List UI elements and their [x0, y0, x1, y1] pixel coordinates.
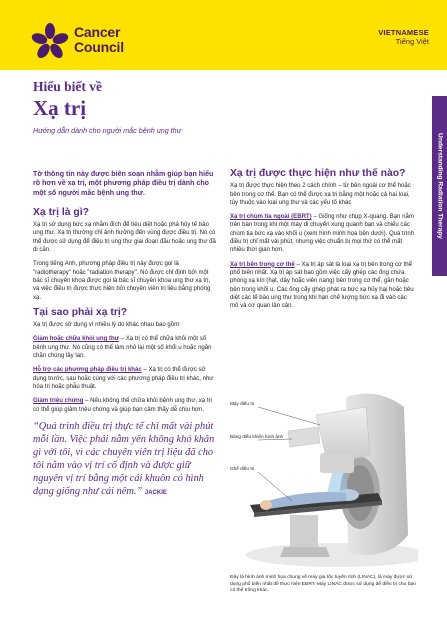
ebrt-paragraph: [230, 213, 415, 254]
why-item-2-term: Hỗ trợ các phương pháp điều trị khác: [33, 367, 142, 374]
why-item-1: [33, 335, 217, 360]
linac-machine-image: [228, 385, 418, 571]
linac-illustration: [228, 385, 418, 571]
section-heading-what: Xạ trị là gì?: [33, 206, 90, 218]
intro-paragraph: Tờ thông tin này được biên soạn nhằm giúp bạn hiểu rõ hơn về xạ trị, một phương pháp điều trị dành cho một số người mắc bệnh ung thư.: [33, 170, 214, 197]
internal-term: Xạ trị bên trong cơ thể: [230, 261, 295, 268]
left-column: [33, 170, 217, 500]
why-item-3: [33, 397, 217, 414]
internal-text: – Xạ trị áp sát là loại xạ trị bên trong cơ thể phổ biến nhất. Xạ trị áp sát bao gồm việc cấy ghép các ống chứa phóng xạ kín (hạt, dây hoặc viên nang) bên trong cơ thể, gần hoặc bên trong khối u. Các ống cấy ghép phát ra bức xạ hủy hại hoặc tiêu diệt các tế bào ung thư trong khi hạn chế lượng bức xạ đi vào các mô và cơ quan lân cận.: [230, 261, 414, 310]
why-item-2: [33, 366, 217, 391]
side-tab-label: Understanding Radiation Therapy: [436, 133, 443, 239]
label-treatment-couch: Ghế điều trị: [230, 466, 255, 471]
language-english: VIETNAMESE: [378, 28, 429, 37]
ebrt-text: – Giống như chụp X-quang. Bạn nằm trên bàn trong khi một máy di chuyển xung quanh bạn và chiếu các chùm tia bức xạ vào khối u (xem hình minh họa bên dưới). Quá trình điều trị chỉ mất vài phút, nhưng việc chuẩn bị mọi thứ có thể mất nhiều thời gian hơn.: [230, 214, 415, 254]
logo-line-1: Cancer: [74, 24, 121, 40]
label-imaging-panel: Bàng điều khiển hình ảnh: [230, 434, 284, 439]
right-column: [230, 170, 415, 316]
why-item-3-term: Giảm triệu chứng: [33, 398, 84, 405]
quote-text: “Quá trình điều trị thực tế chỉ mất vài phút mỗi lần. Việc phải nằm yên không khó khăn gì với tôi, vì các chuyên viên trị liệu đã cho tôi nằm vào vị trí cố định và được giữ nguyên vị trí bằng một cái khuôn có hình dạng giống như cái nêm.”: [33, 420, 215, 498]
why-item-2-text: – Xạ trị có thể được sử dụng trước, sau hoặc cùng với các phương pháp điều trị khác, như hóa trị hoặc phẫu thuật.: [33, 367, 214, 390]
quote-author: JACKIE: [144, 490, 167, 497]
what-paragraph-2: Trong tiếng Anh, phương pháp điều trị này được gọi là "radiotherapy" hoặc "radiation therapy". Nó được chỉ định bởi một bác sĩ chuyên khoa được gọi là bác sĩ chuyên khoa ung thư xạ trị, và việc điều trị được thực hiện bởi chuyên viên trị liệu bằng phóng xạ.: [33, 261, 211, 301]
logo-wordmark: [74, 25, 124, 55]
page-kicker: Hiểu biết về: [33, 79, 102, 94]
figure-caption: Đây là hình ảnh minh họa chung về máy gia tốc tuyến tính (LINAC), là máy được sử dụng phổ biến nhất để thực hiện EBRT. Máy LINAC được sử dụng để điều trị cho bạn có thể trông khác.: [230, 575, 416, 594]
label-machine: Máy điều trị: [230, 401, 255, 406]
why-lead: Xạ trị được sử dụng vì nhiều lý do khác nhau bao gồm:: [33, 322, 181, 329]
page-subtitle: Hướng dẫn dành cho người mắc bệnh ung thư: [33, 126, 182, 135]
language-label: [378, 28, 429, 46]
how-paragraph-1: Xạ trị được thực hiện theo 2 cách chính – từ bên ngoài cơ thể hoặc bên trong cơ thể. Bạn có thể được xạ trị bằng một hoặc cả hai loại, tùy thuộc vào loại ung thư và các yếu tố khác: [230, 183, 411, 206]
header-band: [0, 0, 447, 70]
section-heading-why: Tại sao phải xạ trị?: [33, 306, 128, 318]
why-item-1-term: Giảm hoặc chữa khỏi ung thư: [33, 336, 120, 343]
section-heading-how: Xạ trị được thực hiện như thế nào?: [230, 168, 406, 179]
ebrt-term: Xạ trị chùm tia ngoài (EBRT): [230, 214, 312, 221]
page-title: Xạ trị: [33, 96, 87, 120]
internal-paragraph: [230, 261, 415, 311]
cancer-council-logo-icon: [30, 22, 70, 62]
side-tab: [432, 96, 447, 276]
why-item-1-text: – Xạ trị có thể chữa khỏi một số bệnh ung thư. Nó cũng có thể làm nhỏ lại một số khối u hoặc ngăn chặn chúng lây lan.: [33, 336, 212, 360]
what-paragraph-1: Xạ trị sử dụng bức xạ nhằm đích để tiêu diệt hoặc phá hủy tế bào ung thư. Xạ trị thường chỉ ảnh hưởng đến vùng được điều trị. Nó có thể được sử dụng để điều trị ung thư giai đoạn đầu hoặc ung thư đã di căn.: [33, 222, 216, 254]
why-item-3-text: – Nếu không thể chữa khỏi bệnh ung thư, xạ trị có thể giúp giảm triệu chứng và giúp bạn cảm thấy dễ chịu hơn.: [33, 398, 212, 413]
patient-quote: [33, 420, 217, 501]
logo-line-2: Council: [74, 39, 124, 55]
language-native: Tiếng Việt: [395, 37, 429, 46]
